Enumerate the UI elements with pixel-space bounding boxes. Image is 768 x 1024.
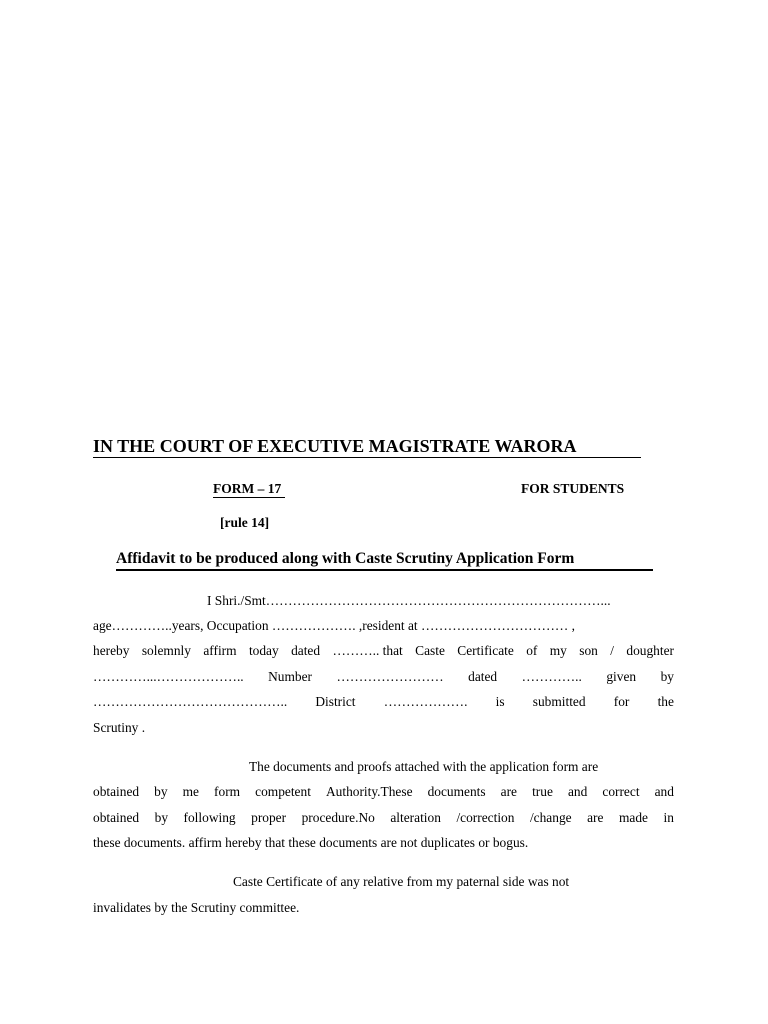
word: obtained: [93, 784, 140, 799]
word: ……….. that: [332, 643, 403, 658]
para1-line3: [93, 638, 674, 664]
word: solemnly: [141, 643, 191, 658]
word: me: [182, 784, 199, 799]
word: …………..: [521, 669, 582, 684]
rule-reference: [rule 14]: [220, 515, 270, 530]
word: by: [154, 810, 169, 825]
affidavit-title: Affidavit to be produced along with Caste Scrutiny Application Form: [116, 550, 653, 571]
para2-line2: [93, 779, 674, 805]
word: ……………………………………..: [93, 694, 288, 709]
court-title: IN THE COURT OF EXECUTIVE MAGISTRATE WARORA: [93, 436, 641, 458]
for-students-label: FOR STUDENTS: [521, 481, 625, 496]
word: given: [606, 669, 637, 684]
word: Authority.These: [325, 784, 413, 799]
word: by: [660, 669, 674, 684]
word: obtained: [93, 810, 140, 825]
word: son: [579, 643, 598, 658]
word: hereby: [93, 643, 130, 658]
word: ……………….: [383, 694, 468, 709]
word: today: [248, 643, 279, 658]
para1-line4: [93, 664, 674, 690]
word: affirm: [203, 643, 237, 658]
word: alteration: [390, 810, 441, 825]
word: doughter: [626, 643, 674, 658]
para1-line5: [93, 689, 674, 715]
word: Number: [268, 669, 313, 684]
word: submitted: [532, 694, 586, 709]
word: documents: [427, 784, 486, 799]
word: ……………………: [336, 669, 444, 684]
word: Caste: [415, 643, 445, 658]
word: the: [657, 694, 674, 709]
word: procedure.No: [301, 810, 375, 825]
form-number: FORM – 17: [213, 481, 285, 498]
word: for: [613, 694, 630, 709]
word: of: [526, 643, 538, 658]
word: in: [663, 810, 674, 825]
para2-line1: The documents and proofs attached with the application form are: [249, 759, 599, 774]
para1-line6: Scrutiny .: [93, 720, 146, 735]
word: and: [654, 784, 674, 799]
word: /: [610, 643, 614, 658]
word: are: [587, 810, 604, 825]
word: District: [315, 694, 356, 709]
word: Certificate: [457, 643, 514, 658]
word: dated: [468, 669, 498, 684]
word: is: [495, 694, 505, 709]
para1-line1: I Shri./Smt…………………………………………………………………...: [207, 593, 611, 608]
word: correct: [602, 784, 640, 799]
word: competent: [255, 784, 311, 799]
word: proper: [251, 810, 287, 825]
para3-line1: Caste Certificate of any relative from my paternal side was not: [233, 874, 570, 889]
word: made: [618, 810, 648, 825]
para2-line3: [93, 805, 674, 831]
word: are: [500, 784, 518, 799]
para2-line4: these documents. affirm hereby that these documents are not duplicates or bogus.: [93, 835, 529, 850]
word: by: [154, 784, 168, 799]
word: /change: [529, 810, 572, 825]
word: dated: [291, 643, 321, 658]
para3-line2: invalidates by the Scrutiny committee.: [93, 900, 300, 915]
word: true: [532, 784, 553, 799]
word: …………...………………..: [93, 669, 244, 684]
word: form: [214, 784, 241, 799]
word: following: [183, 810, 236, 825]
word: /correction: [456, 810, 515, 825]
word: and: [567, 784, 588, 799]
para1-line2: age…………..years, Occupation ………………. ,resident at …………………………… ,: [93, 618, 575, 633]
word: my: [549, 643, 567, 658]
